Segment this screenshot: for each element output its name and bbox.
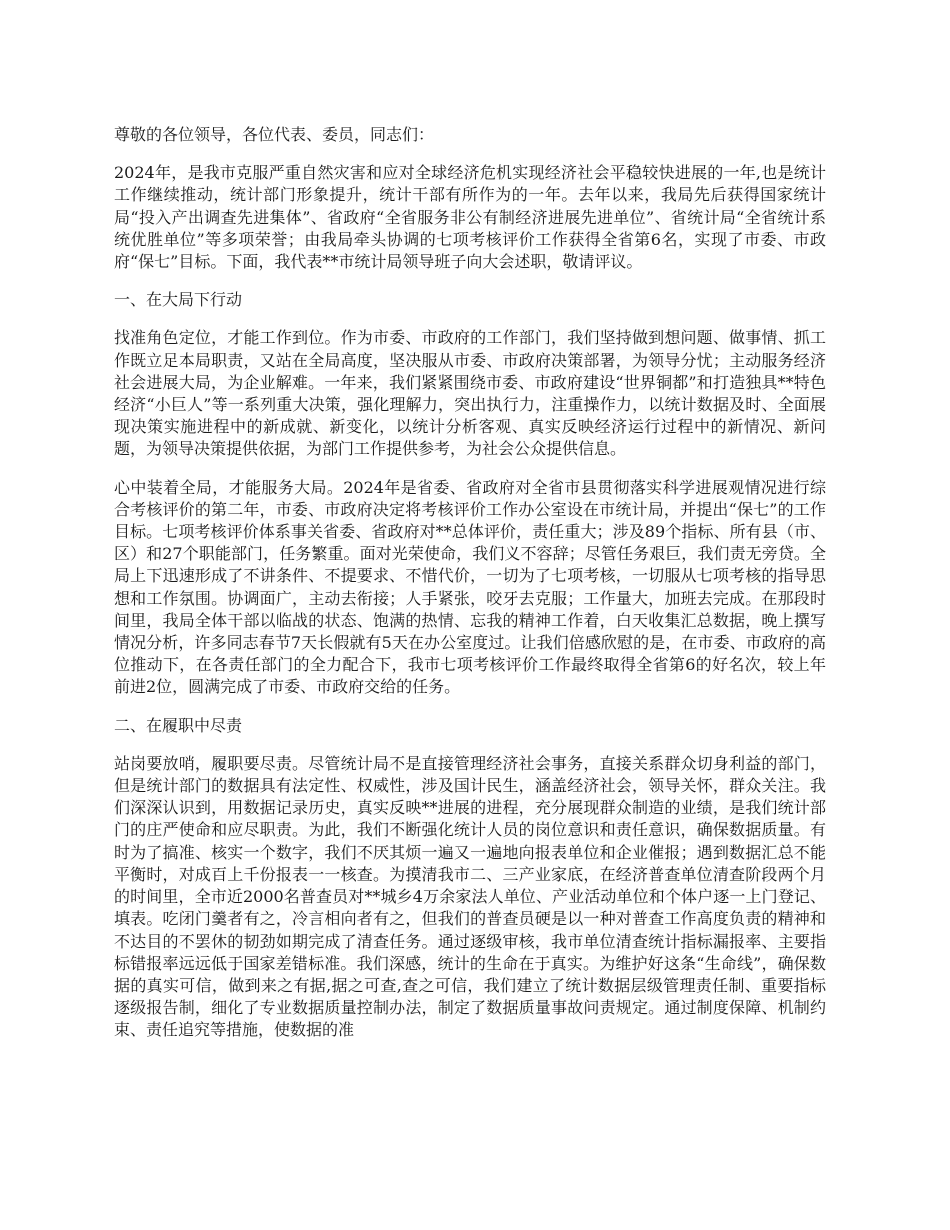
section-heading-1: 一、在大局下行动 <box>114 290 243 310</box>
intro-paragraph: 2024年，是我市克服严重自然灾害和应对全球经济危机实现经济社会平稳较快进展的一年,也是统计工作继续推动，统计部门形象提升，统计干部有所作为的一年。去年以来，我局先后获得国家统计局“投入产出调查先进集体”、省政府“全省服务非公有制经济进展先进单位”、省统计局“全省统计系统优胜单位”等多项荣誉；由我局牵头协调的七项考核评价工作获得全省第6名，实现了市委、市政府“保七”目标。下面，我代表**市统计局领导班子向大会述职，敬请评议。 <box>114 163 826 272</box>
section-2-paragraph-1: 站岗要放哨，履职要尽责。尽管统计局不是直接管理经济社会事务，直接关系群众切身利益的部门，但是统计部门的数据具有法定性、权威性，涉及国计民生，涵盖经济社会，领导关怀，群众关注。我们深深认识到，用数据记录历史，真实反映**进展的进程，充分展现群众制造的业绩，是我们统计部门的庄严使命和应尽职责。为此，我们不断强化统计人员的岗位意识和责任意识，确保数据质量。有时为了搞准、核实一个数字，我们不厌其烦一遍又一遍地向报表单位和企业催报；遇到数据汇总不能平衡时，对成百上千份报表一一核查。为摸清我市二、三产业家底，在经济普查单位清查阶段两个月的时间里，全市近2000名普查员对**城乡4万余家法人单位、产业活动单位和个体户逐一上门登记、填表。吃闭门羹者有之，冷言相向者有之，但我们的普查员硬是以一种对普查工作高度负责的精神和不达目的不罢休的韧劲如期完成了清查任务。通过逐级审核，我市单位清查统计指标漏报率、主要指标错报率远远低于国家差错标准。我们深感，统计的生命在于真实。为维护好这条“生命线”，确保数据的真实可信，做到来之有据,据之可查,查之可信，我们建立了统计数据层级管理责任制、重要指标逐级报告制，细化了专业数据质量控制办法，制定了数据质量事故问责规定。通过制度保障、机制约束、责任追究等措施，使数据的准 <box>114 753 826 1040</box>
section-heading-2: 二、在履职中尽责 <box>114 715 243 735</box>
section-1-paragraph-1: 找准角色定位，才能工作到位。作为市委、市政府的工作部门，我们坚持做到想问题、做事情、抓工作既立足本局职责，又站在全局高度，坚决服从市委、市政府决策部署，为领导分忧；主动服务经济社会进展大局，为企业解难。一年来，我们紧紧围绕市委、市政府建设“世界铜都”和打造独具**特色经济“小巨人”等一系列重大决策，强化理解力，突出执行力，注重操作力，以统计数据及时、全面展现决策实施进程中的新成就、新变化，以统计分析客观、真实反映经济运行过程中的新情况、新问题，为领导决策提供依据，为部门工作提供参考，为社会公众提供信息。 <box>114 328 826 459</box>
section-1-paragraph-2: 心中装着全局，才能服务大局。2024年是省委、省政府对全省市县贯彻落实科学进展观情况进行综合考核评价的第二年，市委、市政府决定将考核评价工作办公室设在市统计局，并提出“保七”的工作目标。七项考核评价体系事关省委、省政府对**总体评价，责任重大；涉及89个指标、所有县（市、区）和27个职能部门，任务繁重。面对光荣使命，我们义不容辞；尽管任务艰巨，我们责无旁贷。全局上下迅速形成了不讲条件、不提要求、不惜代价，一切为了七项考核，一切服从七项考核的指导思想和工作氛围。协调面广，主动去衔接；人手紧张，咬牙去克服；工作量大，加班去完成。在那段时间里，我局全体干部以临战的状态、饱满的热情、忘我的精神工作着，白天收集汇总数据，晚上撰写情况分析，许多同志春节7天长假就有5天在办公室度过。让我们倍感欣慰的是，在市委、市政府的高位推动下，在各责任部门的全力配合下，我市七项考核评价工作最终取得全省第6的好名次，较上年前进2位，圆满完成了市委、市政府交给的任务。 <box>114 477 826 697</box>
salutation: 尊敬的各位领导，各位代表、委员，同志们： <box>114 125 435 144</box>
document-body <box>114 124 826 1058</box>
